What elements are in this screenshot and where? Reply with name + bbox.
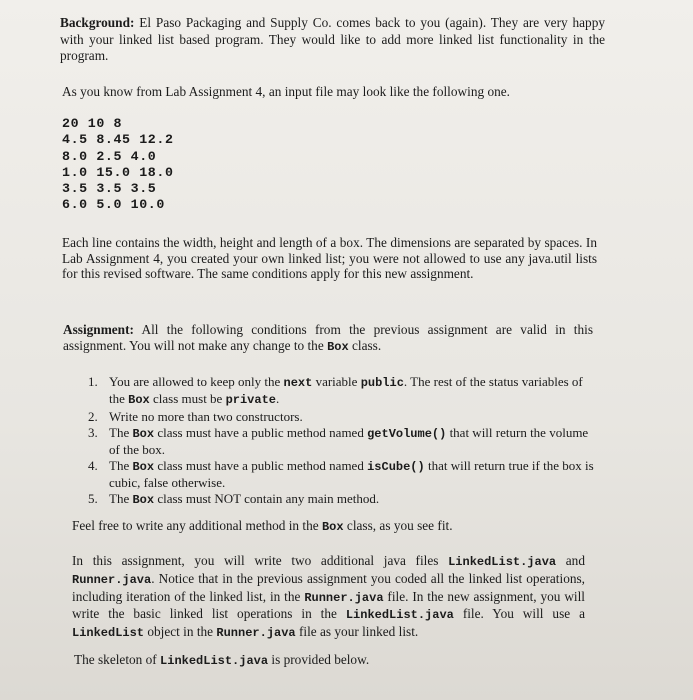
background-label: Background: bbox=[60, 15, 135, 30]
para-text: In this assignment, you will write two additional java files bbox=[72, 553, 439, 568]
para-text: and bbox=[565, 553, 585, 568]
conditions-list bbox=[88, 374, 598, 509]
input-line: 4.5 8.45 12.2 bbox=[62, 132, 174, 148]
this-assignment-paragraph bbox=[72, 553, 585, 642]
condition-text: The bbox=[109, 425, 133, 440]
condition-text: . The rest of the status variables of the bbox=[109, 374, 583, 406]
condition-number: 1. bbox=[88, 374, 98, 389]
condition-text: The bbox=[109, 458, 133, 473]
code-runner-java: Runner.java bbox=[304, 590, 384, 605]
condition-text: Write no more than two constructors. bbox=[109, 409, 303, 424]
condition-number: 5. bbox=[88, 491, 98, 506]
code-runner-java: Runner.java bbox=[216, 626, 296, 641]
code-linkedlist-java: LinkedList.java bbox=[160, 654, 269, 668]
condition-text: that will return true if the box is cubic, false otherwise. bbox=[109, 458, 594, 490]
input-line: 3.5 3.5 3.5 bbox=[62, 181, 157, 197]
code-linkedlist-java: LinkedList.java bbox=[448, 555, 557, 569]
condition-text: You are allowed to keep only the bbox=[109, 374, 284, 389]
condition-number: 4. bbox=[88, 458, 98, 473]
condition-item bbox=[88, 374, 598, 408]
code-public: public bbox=[360, 376, 404, 390]
background-text: El Paso Packaging and Supply Co. comes back to you (again). They are very happy with your linked list based program. They would like to add more linked list functionality in the program. bbox=[60, 15, 605, 63]
intro-text: As you know from Lab Assignment 4, an input file may look like the following one. bbox=[62, 84, 510, 99]
feel-free-paragraph bbox=[72, 518, 612, 535]
condition-item bbox=[88, 458, 598, 490]
condition-text: variable bbox=[312, 374, 361, 389]
condition-text: The bbox=[109, 491, 133, 506]
input-line: 20 10 8 bbox=[62, 116, 123, 131]
code-linkedlist-java: LinkedList.java bbox=[345, 608, 454, 623]
code-getvolume: getVolume() bbox=[367, 427, 447, 441]
code-linkedlist: LinkedList bbox=[72, 626, 145, 641]
condition-text: . bbox=[276, 391, 280, 406]
assignment-text-b: class. bbox=[352, 338, 382, 353]
condition-text: that will return the volume of the box. bbox=[109, 425, 589, 457]
condition-text: class must be bbox=[149, 391, 226, 406]
input-file-sample bbox=[62, 116, 174, 214]
assignment-label: Assignment: bbox=[63, 322, 134, 337]
background-paragraph bbox=[60, 15, 605, 65]
code-box: Box bbox=[321, 520, 344, 534]
input-line: 1.0 15.0 18.0 bbox=[62, 164, 174, 180]
code-runner-java: Runner.java bbox=[72, 572, 152, 587]
code-iscube: isCube() bbox=[367, 460, 425, 474]
condition-number: 3. bbox=[88, 425, 98, 440]
condition-number: 2. bbox=[88, 409, 98, 424]
skeleton-paragraph bbox=[74, 652, 594, 669]
condition-text: class must NOT contain any main method. bbox=[154, 491, 380, 506]
code-box: Box bbox=[132, 460, 155, 474]
assignment-text-a: All the following conditions from the previous assignment are valid in this assignment. You will not make any change to the bbox=[63, 322, 594, 353]
condition-item bbox=[88, 491, 598, 508]
code-box: Box bbox=[132, 427, 155, 441]
condition-item bbox=[88, 425, 598, 457]
para-text: file. You will use a bbox=[462, 606, 585, 622]
feel-free-text-b: class, as you see fit. bbox=[346, 518, 453, 533]
condition-item bbox=[88, 409, 598, 424]
condition-text: class must have a public method named bbox=[154, 425, 368, 440]
para-text: . Notice that in the previous assignment you coded all the linked list operations, including iteration of the linked list, in the bbox=[72, 570, 585, 604]
para-text: object in the bbox=[147, 624, 214, 640]
code-box: Box bbox=[128, 393, 150, 407]
each-line-paragraph: Each line contains the width, height and length of a box. The dimensions are separated by spaces. In Lab Assignment 4, you created your own linked list; you were not allowed to use any java.util lists for this revised software. The same conditions apply for this new assignment. bbox=[62, 235, 597, 281]
input-line: 8.0 2.5 4.0 bbox=[62, 148, 157, 164]
skeleton-text-a: The skeleton of bbox=[74, 652, 157, 667]
input-line: 6.0 5.0 10.0 bbox=[62, 197, 165, 213]
assignment-paragraph bbox=[63, 322, 593, 355]
condition-text: class must have a public method named bbox=[154, 458, 368, 473]
code-private: private bbox=[225, 393, 276, 407]
skeleton-text-b: is provided below. bbox=[271, 652, 370, 667]
assignment-code-box: Box bbox=[327, 340, 349, 354]
para-text: file as your linked list. bbox=[298, 624, 419, 640]
code-next: next bbox=[283, 376, 313, 390]
code-box: Box bbox=[132, 493, 155, 507]
para-text: file. In the new assignment, you will write the basic linked list operations in the bbox=[72, 588, 586, 622]
feel-free-text-a: Feel free to write any additional method in the bbox=[72, 518, 319, 533]
